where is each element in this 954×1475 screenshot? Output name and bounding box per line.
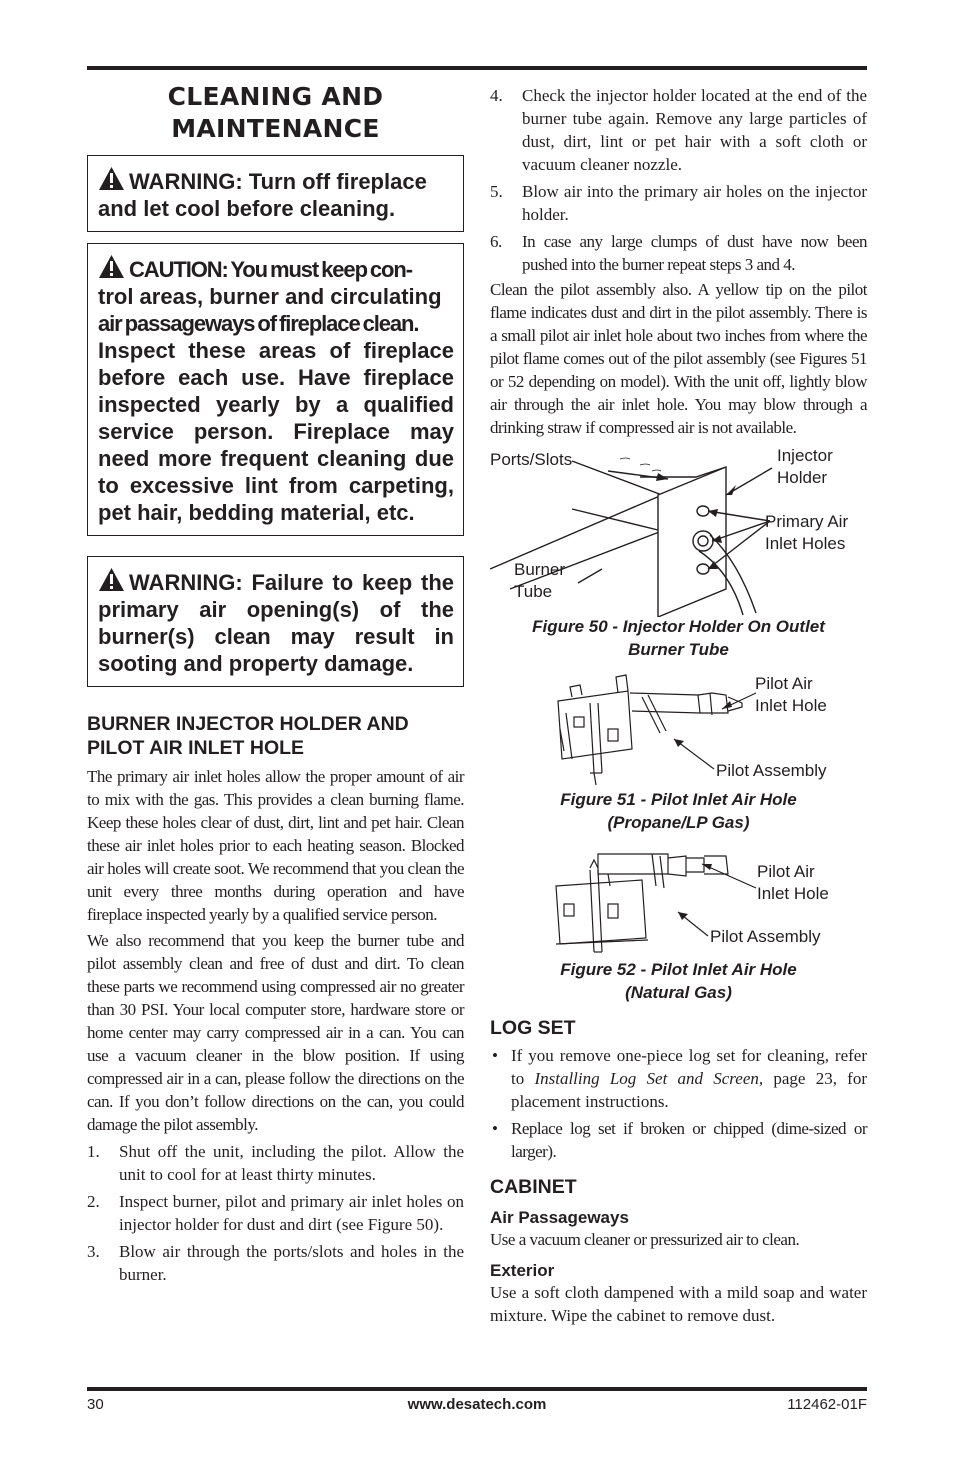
section-heading-cabinet: CABINET: [490, 1176, 577, 1198]
list-item: 4. Check the injector holder located at the end of the burner tube again. Remove any large particles of dust, dirt, lint or pet hair with a soft cloth or vacuum cleaner nozzle.: [490, 86, 867, 174]
primary-air-holes-label: Primary Air Inlet Holes: [765, 512, 849, 553]
pilot-assembly-label: Pilot Assembly: [716, 761, 827, 780]
body-paragraph: Use a soft cloth dampened with a mild soap and water mixture. Wipe the cabinet to remove dust.: [490, 1283, 867, 1325]
list-item: • If you remove one-piece log set for cleaning, refer to Installing Log Set and Screen, page 23, for placement instructions.: [492, 1046, 867, 1111]
log-set-list: [490, 1044, 867, 1163]
ports-slots-label: Ports/Slots: [490, 450, 573, 469]
caution-text: Inspect these areas of fireplace before each use. Have fireplace inspected yearly by a qualified service person. Fireplace may need more frequent cleaning due to excessive lint from carpeting, pet hair, bedding material, etc.: [98, 338, 454, 525]
list-item: 2. Inspect burner, pilot and primary air inlet holes on injector holder for dust and dirt (see Figure 50).: [87, 1192, 464, 1234]
warning-text: WARNING: Turn off fireplace and let cool before cleaning.: [98, 169, 427, 221]
pilot-air-inlet-label: Pilot Air Inlet Hole: [757, 862, 829, 903]
bottom-rule: [87, 1387, 867, 1391]
page-number: 30: [87, 1396, 104, 1413]
subheading-exterior: Exterior: [490, 1261, 555, 1280]
subheading-air-passageways: Air Passageways: [490, 1208, 629, 1227]
warning-triangle-icon: [98, 567, 125, 592]
body-paragraph: Clean the pilot assembly also. A yellow tip on the pilot flame indicates dust and dirt in the pilot assembly. There is a small pilot air inlet hole about two inches from where the pilot flame comes out of the pilot assembly (see Figures 51 or 52 depending on model). With the unit off, lightly blow air through the air inlet hole. You may blow through a drinking straw if compressed air is not available.: [490, 280, 867, 437]
figure-51-diagram: [490, 673, 867, 785]
page-title: CLEANING AND MAINTENANCE: [167, 82, 384, 143]
pilot-air-inlet-label: Pilot Air Inlet Hole: [755, 674, 827, 715]
left-column: [87, 80, 464, 1290]
top-rule: [87, 66, 867, 70]
pilot-assembly-label: Pilot Assembly: [710, 927, 821, 946]
list-item: 3. Blow air through the ports/slots and holes in the burner.: [87, 1242, 464, 1284]
caution-line: CAUTION: You must keep con-: [98, 254, 454, 283]
warning-text: WARNING: Failure to keep the primary air opening(s) of the burner(s) clean may result in sooting and property damage.: [98, 570, 454, 676]
figure-51-caption: Figure 51 - Pilot Inlet Air Hole (Propane/LP Gas): [560, 790, 797, 832]
figure-52-diagram: [490, 846, 867, 956]
steps-list: [87, 1140, 464, 1286]
caution-line: air passageways of fireplace clean.: [98, 311, 419, 336]
list-item: 6. In case any large clumps of dust have now been pushed into the burner repeat steps 3 and 4.: [490, 232, 867, 274]
warning-box-cool: [87, 155, 464, 232]
warning-triangle-icon: [98, 254, 125, 279]
figure-50-caption: Figure 50 - Injector Holder On Outlet Burner Tube: [532, 617, 825, 659]
figure-50-diagram: [490, 446, 867, 617]
burner-tube-label: Burner Tube: [514, 560, 566, 601]
figure-52-caption: Figure 52 - Pilot Inlet Air Hole (Natural Gas): [560, 960, 797, 1002]
website-url: www.desatech.com: [407, 1396, 547, 1413]
right-column: [490, 84, 867, 1327]
warning-box-sooting: [87, 556, 464, 687]
caution-box: [87, 243, 464, 536]
document-number: 112462-01F: [787, 1396, 867, 1413]
list-item: 5. Blow air into the primary air holes on the injector holder.: [490, 182, 867, 224]
section-heading-burner: BURNER INJECTOR HOLDER AND PILOT AIR INLET HOLE: [87, 713, 409, 759]
section-heading-log-set: LOG SET: [490, 1017, 576, 1039]
body-paragraph: Use a vacuum cleaner or pressurized air to clean.: [490, 1230, 800, 1249]
list-item: • Replace log set if broken or chipped (dime-sized or larger).: [492, 1119, 867, 1161]
caution-line: trol areas, burner and circulating: [98, 284, 442, 309]
injector-holder-label: Injector Holder: [777, 446, 833, 487]
warning-triangle-icon: [98, 166, 125, 191]
body-paragraph: The primary air inlet holes allow the proper amount of air to mix with the gas. This provides a clean burning flame. Keep these holes clear of dust, dirt, lint and pet hair. Clean these air inlet holes prior to each heating season. Blocked air holes will create soot. We recommend that you clean the unit every three months during operation and have fireplace inspected yearly by a qualified service person.: [87, 767, 464, 924]
list-item: 1. Shut off the unit, including the pilot. Allow the unit to cool for at least thirty minutes.: [87, 1142, 464, 1184]
steps-list-continued: [490, 84, 867, 276]
body-paragraph: We also recommend that you keep the burner tube and pilot assembly clean and free of dust and dirt. To clean these parts we recommend using compressed air no greater than 30 PSI. Your local computer store, hardware store or home center may carry compressed air in a can. You can use a vacuum cleaner in the blow position. If using compressed air in a can, please follow the directions on the can. If you don’t follow directions on the can, you could damage the pilot assembly.: [87, 931, 464, 1134]
